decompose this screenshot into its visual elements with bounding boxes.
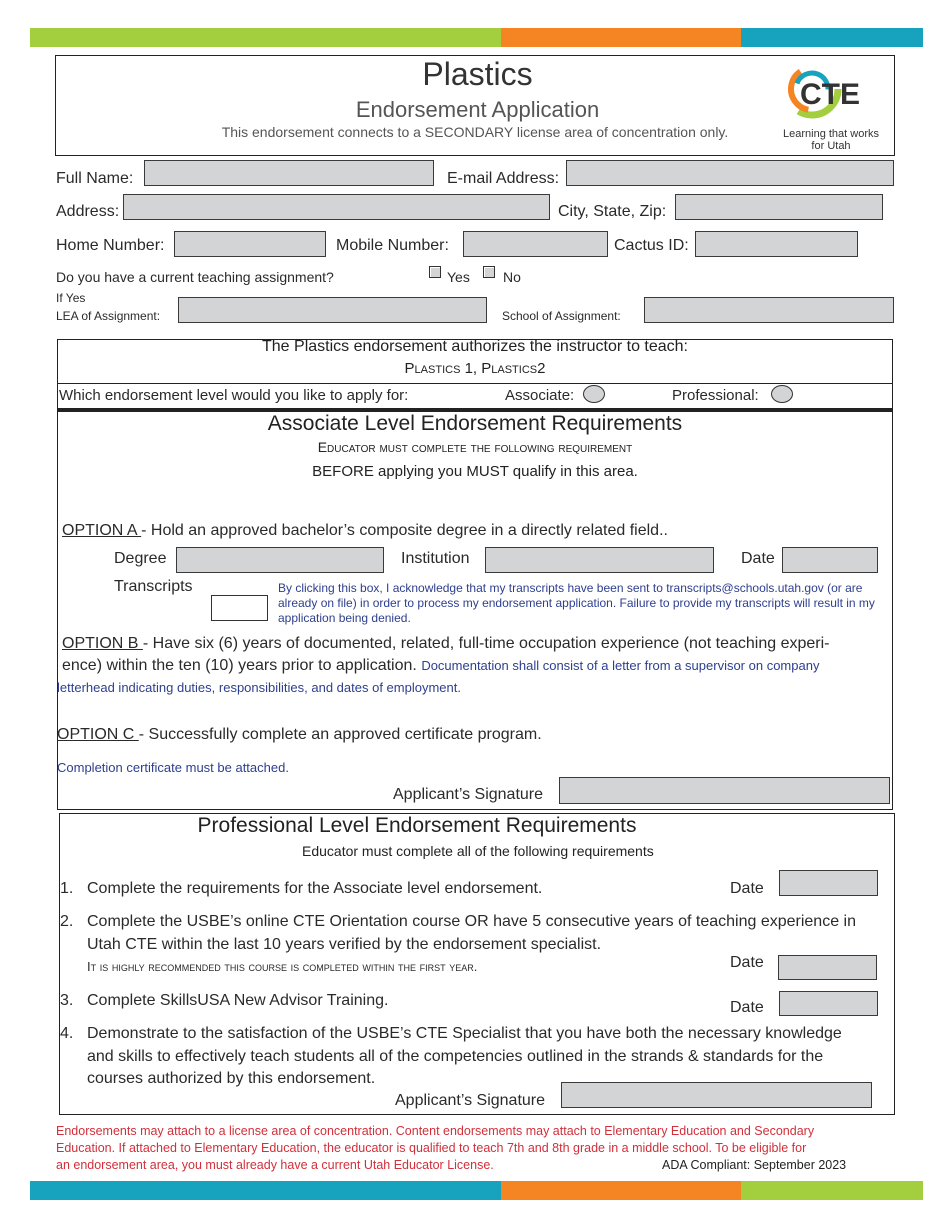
cactus-id-label: Cactus ID:	[614, 237, 689, 254]
option-c-note: Completion certificate must be attached.	[57, 760, 289, 775]
address-label: Address:	[56, 203, 120, 220]
lea-field[interactable]	[178, 297, 487, 323]
bottom-bar-green	[741, 1181, 923, 1200]
full-name-label: Full Name:	[56, 170, 134, 187]
option-b-description-2: ence) within the ten (10) years prior to application.	[62, 657, 417, 674]
top-bar-teal	[741, 28, 923, 47]
pro-item-4-text: Demonstrate to the satisfaction of the USBE’s CTE Specialist that you have both the necessary knowledge	[87, 1025, 842, 1042]
city-state-zip-field[interactable]	[675, 194, 883, 220]
lea-label: LEA of Assignment:	[56, 309, 161, 323]
institution-label: Institution	[401, 550, 470, 567]
degree-label: Degree	[114, 550, 167, 567]
option-a-description: - Hold an approved bachelor’s composite degree in a directly related field..	[141, 522, 668, 539]
city-state-zip-label: City, State, Zip:	[558, 203, 667, 220]
professional-subtitle: Educator must complete all of the following requirements	[302, 843, 654, 859]
home-number-field[interactable]	[174, 231, 326, 257]
professional-signature-label: Applicant’s Signature	[395, 1092, 546, 1109]
professional-option-label: Professional:	[672, 387, 759, 404]
associate-title: Associate Level Endorsement Requirements	[267, 412, 683, 435]
pro-item-2-number: 2.	[60, 913, 74, 930]
no-label: No	[503, 269, 521, 285]
associate-signature-field[interactable]	[559, 777, 890, 804]
pro-item-1-number: 1.	[60, 880, 74, 897]
authorization-divider	[57, 383, 893, 384]
option-b-note-line2: letterhead indicating duties, responsibilities, and dates of employment.	[57, 680, 461, 695]
pro-item-3-date-field[interactable]	[779, 991, 878, 1016]
degree-field[interactable]	[176, 547, 384, 573]
option-a-date-label: Date	[741, 550, 775, 567]
associate-radio[interactable]	[583, 385, 605, 403]
pro-item-2-text: Complete the USBE’s online CTE Orientation course OR have 5 consecutive years of teaching experience in	[87, 913, 856, 930]
address-field[interactable]	[123, 194, 550, 220]
option-a-label: OPTION A	[62, 522, 142, 539]
institution-field[interactable]	[485, 547, 714, 573]
professional-title: Professional Level Endorsement Requirements	[197, 814, 637, 837]
option-b-description: - Have six (6) years of documented, related, full-time occupation experience (not teaching experi-	[142, 635, 830, 652]
ada-compliance: ADA Compliant: September 2023	[662, 1158, 847, 1172]
pro-item-3-number: 3.	[60, 992, 74, 1009]
authorized-courses: Plastics 1, Plastics2	[404, 360, 546, 377]
footer-line-2: Education. If attached to Elementary Education, the educator is qualified to teach 7th and 8th grade in a middle school. To be eligible for	[56, 1141, 807, 1155]
school-field[interactable]	[644, 297, 894, 323]
home-number-label: Home Number:	[56, 237, 165, 254]
email-label: E-mail Address:	[447, 170, 560, 187]
pro-item-2-date-field[interactable]	[778, 955, 877, 980]
bottom-bar-teal	[30, 1181, 501, 1200]
option-c-text	[57, 726, 542, 744]
level-question: Which endorsement level would you like to apply for:	[59, 387, 409, 404]
professional-radio[interactable]	[771, 385, 793, 403]
option-a-text	[62, 522, 668, 540]
email-field[interactable]	[566, 160, 894, 186]
pro-item-4-text-line3: courses authorized by this endorsement.	[87, 1070, 376, 1087]
secondary-note: This endorsement connects to a SECONDARY license area of concentration only.	[221, 124, 729, 140]
transcripts-label: Transcripts	[114, 578, 193, 595]
option-b-text-line2	[62, 657, 819, 675]
associate-signature-label: Applicant’s Signature	[393, 786, 544, 803]
associate-before: BEFORE applying you MUST qualify in this area.	[312, 463, 638, 480]
pro-item-1-text: Complete the requirements for the Associate level endorsement.	[87, 880, 543, 897]
cte-logo-text: CTE	[800, 78, 860, 111]
mobile-number-label: Mobile Number:	[336, 237, 449, 254]
authorization-line: The Plastics endorsement authorizes the instructor to teach:	[262, 338, 688, 355]
associate-option-label: Associate:	[505, 387, 575, 404]
page-title: Plastics	[422, 56, 533, 92]
option-a-date-field[interactable]	[782, 547, 878, 573]
top-bar-green	[30, 28, 501, 47]
mobile-number-field[interactable]	[463, 231, 608, 257]
page-subtitle: Endorsement Application	[355, 97, 600, 122]
transcripts-checkbox[interactable]	[211, 595, 268, 621]
pro-item-4-text-line2: and skills to effectively teach students all of the competencies outlined in the strands & standards for the	[87, 1048, 824, 1065]
professional-signature-field[interactable]	[561, 1082, 872, 1108]
school-label: School of Assignment:	[502, 309, 621, 323]
yes-checkbox[interactable]	[429, 266, 441, 278]
teaching-question: Do you have a current teaching assignment?	[56, 269, 334, 285]
pro-item-2-date-label: Date	[730, 954, 764, 971]
transcripts-note: By clicking this box, I acknowledge that my transcripts have been sent to transcripts@schools.utah.gov (or are already on file) in order to process my endorsement application. Failure to provide my transcripts will result in my application being denied.	[278, 581, 875, 625]
pro-item-1-date-field[interactable]	[779, 870, 878, 896]
yes-label: Yes	[447, 269, 470, 285]
cte-logo-tagline: Learning that works for Utah	[783, 128, 879, 152]
option-b-text	[62, 635, 829, 653]
option-c-description: - Successfully complete an approved certificate program.	[138, 726, 542, 743]
cactus-id-field[interactable]	[695, 231, 858, 257]
top-bar-orange	[501, 28, 741, 47]
pro-item-1-date-label: Date	[730, 880, 764, 897]
footer-line-3: an endorsement area, you must already have a current Utah Educator License.	[56, 1158, 494, 1172]
if-yes-label: If Yes	[56, 291, 86, 305]
pro-item-4-number: 4.	[60, 1025, 74, 1042]
option-c-label: OPTION C	[57, 726, 139, 743]
bottom-bar-orange	[501, 1181, 741, 1200]
option-b-label: OPTION B	[62, 635, 143, 652]
pro-item-3-date-label: Date	[730, 999, 764, 1016]
pro-item-2-text-line2: Utah CTE within the last 10 years verified by the endorsement specialist.	[87, 936, 602, 953]
cte-logo	[778, 58, 888, 153]
full-name-field[interactable]	[144, 160, 434, 186]
footer-line-1: Endorsements may attach to a license area of concentration. Content endorsements may attach to Elementary Education and Secondary	[56, 1124, 815, 1138]
option-b-note: Documentation shall consist of a letter from a supervisor on company	[421, 658, 820, 673]
pro-item-3-text: Complete SkillsUSA New Advisor Training.	[87, 992, 389, 1009]
no-checkbox[interactable]	[483, 266, 495, 278]
pro-item-2-note: It is highly recommended this course is completed within the first year.	[87, 959, 478, 974]
associate-subtitle: Educator must complete the following requirement	[317, 439, 633, 455]
